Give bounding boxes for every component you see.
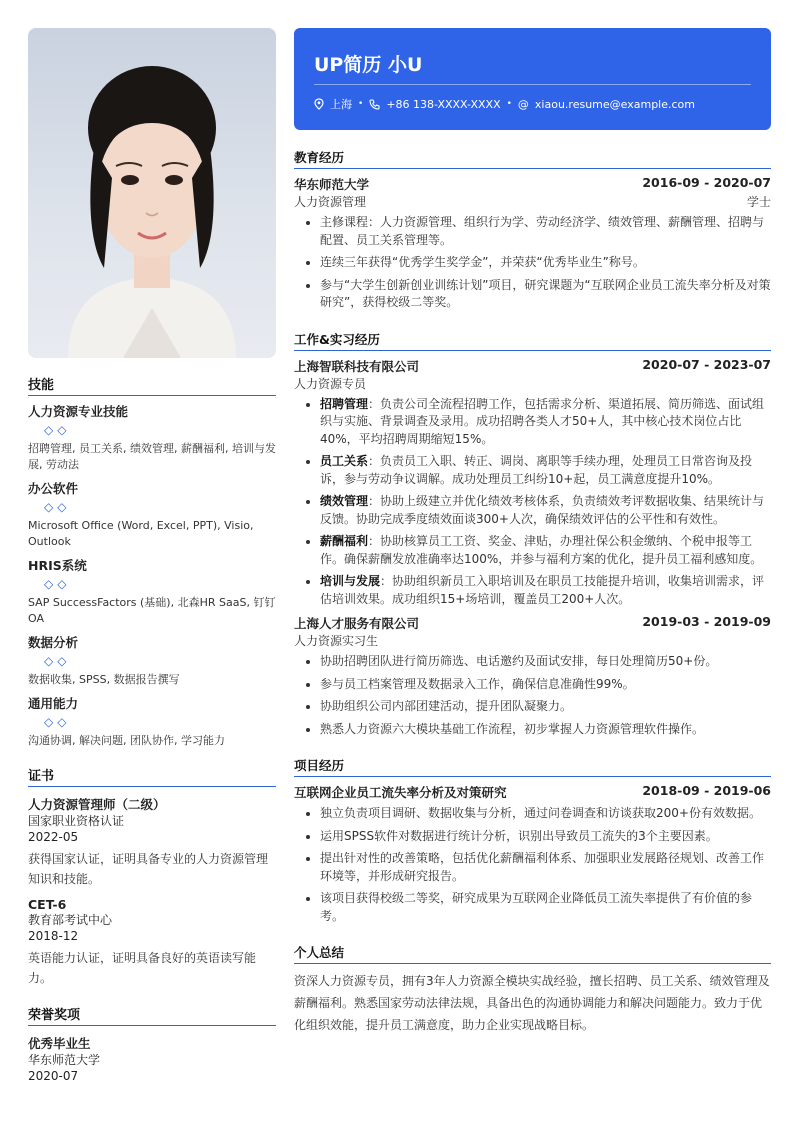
list-item: • 连续三年获得“优秀学生奖学金”，并荣获“优秀毕业生”称号。 [320, 254, 771, 272]
bullet-head: 薪酬福利 [320, 534, 369, 548]
certs-section [28, 765, 276, 988]
education-bullets [294, 214, 771, 312]
diamond-icons: ◇◇ [44, 423, 71, 437]
company-name: 上海人才服务有限公司 [294, 616, 420, 631]
list-item: • 提出针对性的改善策略，包括优化薪酬福利体系、加强职业发展路径规划、改善工作环境等，并形成研究报告。 [320, 850, 771, 885]
role-text: 人力资源专员 [294, 376, 367, 391]
diamond-icons: ◇◇ [44, 654, 71, 668]
job-dates: 2019-03 - 2019-09 [642, 614, 771, 629]
cert-date: 2022-05 [28, 830, 79, 844]
education-subheader [294, 193, 771, 210]
skill-item [28, 694, 276, 749]
phone-icon [369, 99, 380, 110]
skill-name: 人力资源专业技能 [28, 404, 129, 419]
summary-text: 资深人力资源专员，拥有3年人力资源全模块实战经验，擅长招聘、员工关系、绩效管理及薪酬福利。熟悉国家劳动法律法规，具备出色的沟通协调能力和解决问题能力。致力于优化组织效能，提升员工满意度，助力企业实现战略目标。 [294, 974, 770, 1032]
honor-date: 2020-07 [28, 1069, 79, 1083]
cert-desc: 英语能力认证，证明具备良好的英语读写能力。 [28, 951, 257, 985]
honors-title: 荣誉奖项 [28, 1004, 276, 1026]
education-header [294, 175, 771, 193]
phone-text: +86 138-XXXX-XXXX [386, 97, 501, 111]
separator-dot: • [358, 99, 364, 109]
cert-date: 2018-12 [28, 929, 79, 943]
cert-name: 人力资源管理师（二级） [28, 797, 166, 812]
skill-name: 数据分析 [28, 635, 79, 650]
honors-section [28, 1004, 276, 1084]
cert-org: 国家职业资格认证 [28, 814, 125, 828]
right-column [294, 28, 771, 1036]
list-item: • 运用SPSS软件对数据进行统计分析，识别出导致员工流失的3个主要因素。 [320, 828, 771, 846]
skill-desc: 沟通协调, 解决问题, 团队协作, 学习能力 [28, 734, 225, 747]
list-item: • 参与员工档案管理及数据录入工作，确保信息准确性99%。 [320, 676, 771, 694]
separator-dot: • [506, 99, 512, 109]
education-title: 教育经历 [294, 148, 771, 169]
job-header [294, 614, 771, 632]
job-entry [294, 357, 771, 609]
summary-title: 个人总结 [294, 943, 771, 964]
school-name: 华东师范大学 [294, 177, 370, 192]
project-dates: 2018-09 - 2019-06 [642, 783, 771, 798]
honor-name: 优秀毕业生 [28, 1036, 91, 1051]
bullet-text: ：协助上级建立并优化绩效考核体系，负责绩效考评数据收集、结果统计与反馈。协助完成季度绩效面谈300+人次，确保绩效评估的公平性和有效性。 [320, 494, 765, 526]
job-role [294, 375, 771, 392]
project-bullets [294, 805, 771, 925]
bullet-text: ：负责公司全流程招聘工作，包括需求分析、渠道拓展、简历筛选、面试组织与实施、背景调查及录用。成功招聘各类人才50+人，其中核心技术岗位占比40%，平均招聘周期缩短15%。 [320, 396, 765, 446]
skill-name: HRIS系统 [28, 558, 87, 573]
honor-org: 华东师范大学 [28, 1053, 101, 1067]
job-role [294, 632, 771, 649]
skill-item [28, 633, 276, 688]
bullet-head: 员工关系 [320, 454, 369, 468]
job-entry [294, 614, 771, 738]
portrait-illustration [28, 28, 276, 358]
cert-item [28, 795, 276, 889]
list-item [320, 396, 771, 449]
email-icon: @ [517, 97, 529, 111]
skill-item [28, 479, 276, 550]
skills-title: 技能 [28, 374, 276, 396]
major: 人力资源管理 [294, 195, 367, 209]
bullet-head: 绩效管理 [320, 494, 369, 508]
skill-desc: Microsoft Office (Word, Excel, PPT), Visio, Outlook [28, 519, 254, 548]
diamond-icons: ◇◇ [44, 577, 71, 591]
certs-title: 证书 [28, 765, 276, 787]
job-bullets [294, 653, 771, 738]
header-divider [314, 84, 751, 85]
skills-section [28, 374, 276, 749]
list-item: • 熟悉人力资源六大模块基础工作流程，初步掌握人力资源管理软件操作。 [320, 721, 771, 739]
cert-item [28, 897, 276, 988]
job-bullets [294, 396, 771, 609]
company-name: 上海智联科技有限公司 [294, 358, 420, 374]
list-item: • 协助招聘团队进行简历筛选、电话邀约及面试安排，每日处理简历50+份。 [320, 653, 771, 671]
degree: 学士 [746, 195, 771, 209]
profile-photo [28, 28, 276, 358]
bullet-head: 培训与发展 [320, 574, 381, 588]
bullet-text: ：协助组织新员工入职培训及在职员工技能提升培训，收集培训需求，评估培训效果。成功组织15+场培训，覆盖员工200+人次。 [320, 574, 765, 606]
bullet-head: 招聘管理 [320, 396, 369, 411]
list-item: • 该项目获得校级二等奖，研究成果为互联网企业降低员工流失率提供了有价值的参考。 [320, 890, 771, 925]
diamond-icons: ◇◇ [44, 715, 71, 729]
skill-name: 办公软件 [28, 481, 79, 496]
skill-desc: 招聘管理, 员工关系, 绩效管理, 薪酬福利, 培训与发展, 劳动法 [28, 442, 276, 471]
contact-line [314, 96, 751, 112]
skill-desc: 数据收集, SPSS, 数据报告撰写 [28, 673, 180, 686]
skill-name: 通用能力 [28, 696, 79, 711]
left-column [28, 28, 276, 1084]
project-header [294, 783, 771, 801]
list-item [320, 573, 771, 608]
honor-item [28, 1034, 276, 1084]
list-item: • 独立负责项目调研、数据收集与分析，通过问卷调查和访谈获取200+份有效数据。 [320, 805, 771, 823]
role-text: 人力资源实习生 [294, 634, 379, 648]
bullet-text: ：负责员工入职、转正、调岗、离职等手续办理，处理员工日常咨询及投诉，参与劳动争议调解。成功处理员工纠纷10+起，员工满意度提升10%。 [320, 454, 753, 486]
list-item [320, 493, 771, 528]
work-section [294, 330, 771, 739]
resume-name: UP简历 小U [314, 54, 423, 76]
project-name: 互联网企业员工流失率分析及对策研究 [294, 785, 507, 800]
projects-title: 项目经历 [294, 756, 771, 777]
skill-item [28, 556, 276, 627]
email-text[interactable]: xiaou.resume@example.com [534, 97, 695, 111]
diamond-icons: ◇◇ [44, 500, 71, 514]
list-item: • 协助组织公司内部团建活动，提升团队凝聚力。 [320, 698, 771, 716]
list-item: • 参与“大学生创新创业训练计划”项目，研究课题为“互联网企业员工流失率分析及对策研究”，获得校级二等奖。 [320, 277, 771, 312]
cert-desc: 获得国家认证，证明具备专业的人力资源管理知识和技能。 [28, 852, 269, 886]
cert-name: CET-6 [28, 897, 67, 912]
education-section [294, 148, 771, 312]
location-text: 上海 [330, 98, 352, 111]
projects-section [294, 756, 771, 925]
list-item [320, 453, 771, 488]
header-card [294, 28, 771, 130]
cert-org: 教育部考试中心 [28, 913, 113, 927]
job-dates: 2020-07 - 2023-07 [642, 356, 771, 372]
location-pin-icon [314, 98, 324, 110]
bullet-text: ：协助核算员工工资、奖金、津贴，办理社保公积金缴纳、个税申报等工作。确保薪酬发放准确率达100%，并参与福利方案的优化，提升员工福利感知度。 [320, 534, 763, 566]
list-item: • 主修课程：人力资源管理、组织行为学、劳动经济学、绩效管理、薪酬管理、招聘与配置、员工关系管理等。 [320, 214, 771, 249]
work-title: 工作&实习经历 [294, 330, 771, 351]
list-item [320, 533, 771, 568]
skill-desc: SAP SuccessFactors (基础), 北森HR SaaS, 钉钉OA [28, 596, 276, 625]
summary-section [294, 943, 771, 1036]
skill-item [28, 402, 276, 473]
job-header [294, 357, 771, 375]
education-dates: 2016-09 - 2020-07 [642, 175, 771, 190]
